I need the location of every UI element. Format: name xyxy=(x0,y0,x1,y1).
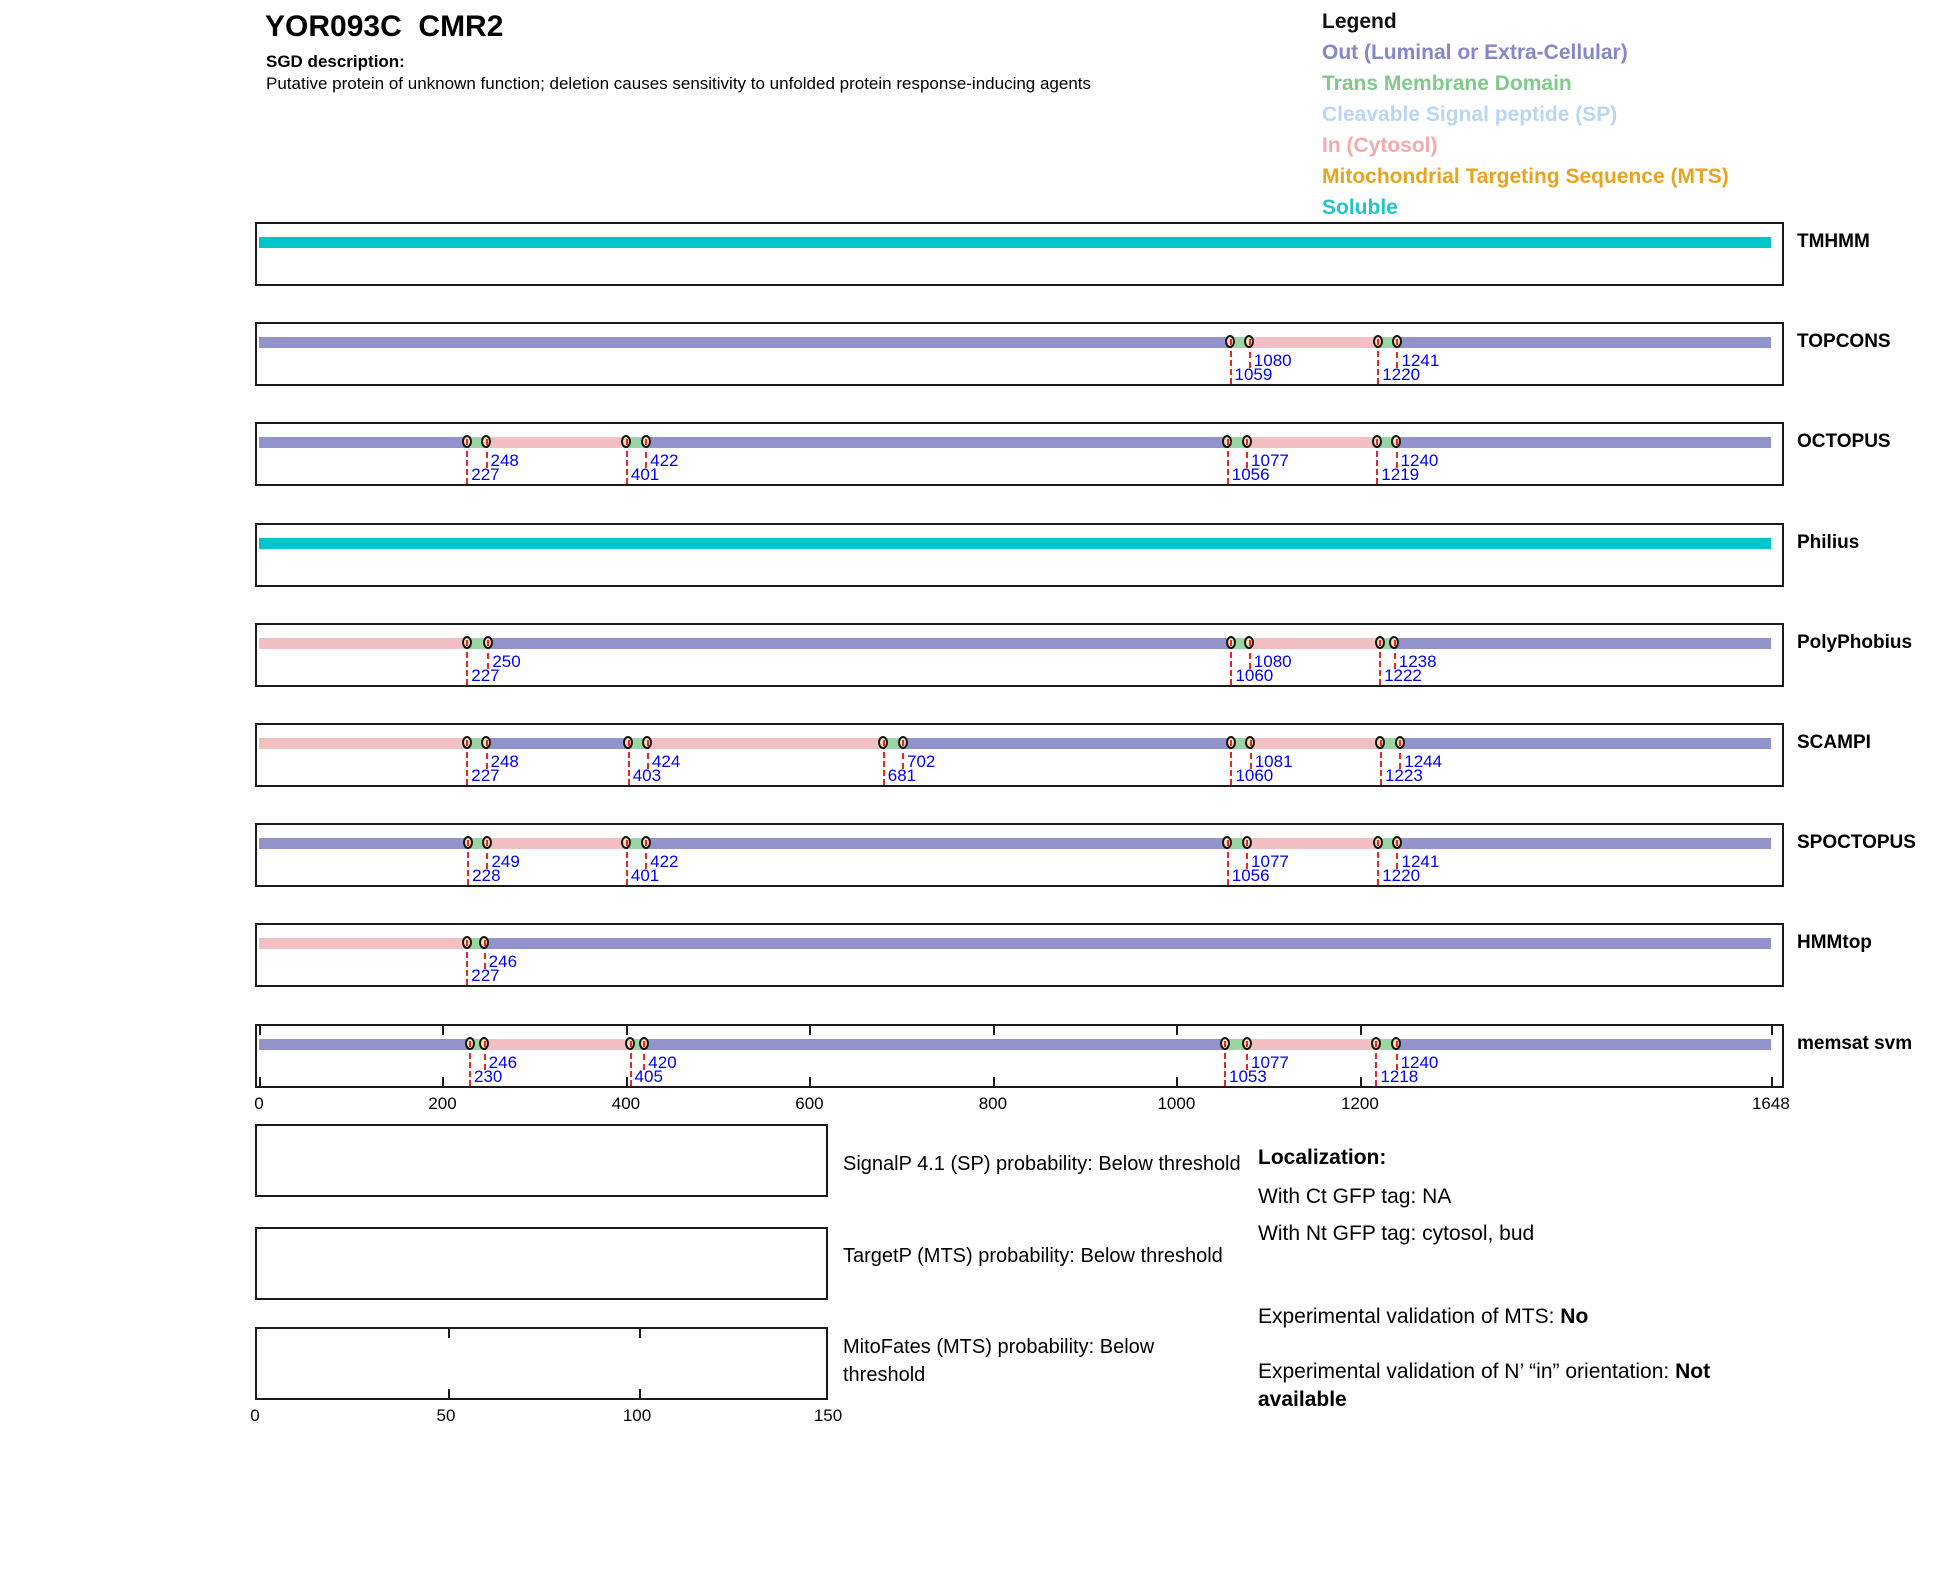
axis-tick xyxy=(1771,1026,1773,1035)
tm-end-number: 424 xyxy=(651,752,681,771)
track-row-topcons xyxy=(255,322,1950,386)
tm-start-number: 227 xyxy=(471,966,500,986)
tm-dash-line xyxy=(1227,843,1229,885)
probability-plot-label-2: TargetP (MTS) probability: Below threshold xyxy=(843,1245,1223,1267)
tm-start-number: 681 xyxy=(887,766,917,785)
segment-out xyxy=(485,938,1771,949)
tm-end-number: 248 xyxy=(490,451,519,471)
segment-soluble xyxy=(259,538,1771,549)
probability-plot-label-3: MitoFates (MTS) probability: Below threshold xyxy=(843,1336,1155,1386)
segment-out xyxy=(1397,838,1770,849)
tm-end-number: 248 xyxy=(490,752,519,771)
tm-circle-tick xyxy=(466,640,468,646)
tm-dash-line xyxy=(626,442,628,484)
axis-tick xyxy=(1176,1026,1178,1035)
segment-out xyxy=(259,337,1231,348)
tm-dash-line xyxy=(626,843,628,885)
tm-end-number: 1077 xyxy=(1251,1052,1289,1072)
segment-out xyxy=(259,1039,470,1050)
track-row-philius xyxy=(255,523,1950,587)
segment-out xyxy=(644,1039,1225,1050)
tm-circle-tick xyxy=(1396,1041,1398,1047)
track-label-scampi: SCAMPI xyxy=(1797,732,1871,753)
axis-tick xyxy=(442,1026,444,1035)
segment-in xyxy=(487,437,627,448)
track-box-tmhmm xyxy=(255,222,1784,286)
tm-circle-tick xyxy=(902,740,904,746)
tm-end-number: 1240 xyxy=(1400,451,1439,471)
tm-dash-line xyxy=(1379,643,1381,685)
segment-in xyxy=(259,738,467,749)
legend xyxy=(1322,6,1729,223)
axis-tick-label: 800 xyxy=(978,1094,1008,1113)
tm-end-number: 246 xyxy=(488,1052,518,1072)
tm-circle-tick xyxy=(467,840,469,846)
tm-dash-line xyxy=(469,1044,471,1086)
tm-end-number: 702 xyxy=(907,752,936,771)
track-label-philius: Philius xyxy=(1797,531,1860,553)
tm-start-number: 1223 xyxy=(1384,766,1423,785)
legend-item-sp: Cleavable Signal peptide (SP) xyxy=(1322,103,1618,126)
axis-tick-label: 50 xyxy=(436,1406,456,1425)
localization-nt-gfp: With Nt GFP tag: cytosol, bud xyxy=(1258,1222,1535,1245)
axis-tick xyxy=(1771,1077,1773,1086)
tm-start-number: 1219 xyxy=(1381,465,1420,485)
tm-circle-tick xyxy=(487,640,489,646)
tm-start-number: 405 xyxy=(634,1066,663,1086)
segment-out xyxy=(903,738,1231,749)
tm-start-number: 1220 xyxy=(1382,365,1421,385)
tm-start-number: 1060 xyxy=(1235,766,1274,785)
localization-orientation-validation xyxy=(1258,1358,1763,1414)
page-title: YOR093C CMR2 xyxy=(265,10,504,43)
track-row-octopus xyxy=(255,422,1950,486)
tm-dash-line xyxy=(1227,442,1229,484)
tm-start-number: 1056 xyxy=(1231,465,1270,485)
tm-circle-tick xyxy=(1246,439,1248,445)
tm-dash-line xyxy=(466,943,468,985)
tm-start-number: 401 xyxy=(630,465,660,485)
tm-dash-line xyxy=(1376,442,1378,484)
tm-circle-tick xyxy=(1396,339,1398,345)
tm-start-number: 1059 xyxy=(1234,365,1273,385)
segment-out xyxy=(646,437,1228,448)
legend-item-out: Out (Luminal or Extra-Cellular) xyxy=(1322,41,1628,64)
segment-in xyxy=(1247,1039,1376,1050)
tm-circle-tick xyxy=(484,940,486,946)
axis-tick-label: 150 xyxy=(813,1406,843,1425)
mts-validation-value: No xyxy=(1560,1305,1589,1328)
tm-circle-tick xyxy=(1376,439,1378,445)
axis-tick xyxy=(626,1026,628,1035)
legend-items xyxy=(1322,37,1729,223)
axis-tick-label: 0 xyxy=(250,1406,260,1425)
tm-end-number: 1080 xyxy=(1253,651,1292,671)
tm-circle-tick xyxy=(1377,840,1379,846)
tm-dash-line xyxy=(628,743,630,785)
tm-end-number: 246 xyxy=(488,952,518,972)
segment-out xyxy=(259,437,467,448)
tm-circle-tick xyxy=(1227,840,1229,846)
tm-circle-tick xyxy=(630,1041,632,1047)
tm-dash-line xyxy=(466,442,468,484)
tm-start-number: 1222 xyxy=(1384,665,1422,685)
tm-circle-tick xyxy=(1396,439,1398,445)
segment-in xyxy=(1251,738,1381,749)
tm-start-number: 228 xyxy=(472,866,501,886)
tm-circle-tick xyxy=(628,740,630,746)
tm-end-number: 1244 xyxy=(1404,752,1443,771)
track-box-topcons xyxy=(255,322,1784,386)
tm-dash-line xyxy=(630,1044,632,1086)
tm-circle-tick xyxy=(1399,740,1401,746)
segment-in xyxy=(259,638,467,649)
orientation-validation-value: Not available xyxy=(1258,1360,1711,1411)
tm-start-number: 403 xyxy=(632,766,662,785)
track-row-scampi xyxy=(255,723,1950,787)
axis-tick xyxy=(626,1077,628,1086)
tm-circle-tick xyxy=(645,840,647,846)
axis-tick xyxy=(1360,1077,1362,1086)
tm-circle-tick xyxy=(1230,740,1232,746)
legend-title: Legend xyxy=(1322,10,1397,33)
axis-tick xyxy=(639,1329,641,1338)
tm-dash-line xyxy=(1230,643,1232,685)
localization-mts-validation xyxy=(1258,1303,1588,1331)
segment-out xyxy=(488,638,1231,649)
segment-out xyxy=(487,738,629,749)
track-label-spoctopus: SPOCTOPUS xyxy=(1797,832,1916,854)
track-row-tmhmm xyxy=(255,222,1950,286)
tm-dash-line xyxy=(1380,743,1382,785)
tm-circle-tick xyxy=(486,840,488,846)
legend-item-soluble: Soluble xyxy=(1322,196,1398,219)
tm-end-number: 1077 xyxy=(1251,451,1289,471)
tm-end-number: 249 xyxy=(491,852,520,872)
tm-dash-line xyxy=(1230,342,1232,384)
tm-circle-tick xyxy=(1227,439,1229,445)
segment-in xyxy=(1250,337,1378,348)
orientation-validation-label: Experimental validation of N’ “in” orientation: xyxy=(1258,1360,1676,1383)
tm-start-number: 227 xyxy=(471,465,500,485)
tm-circle-tick xyxy=(1377,339,1379,345)
axis-tick-label: 1200 xyxy=(1340,1094,1379,1113)
tm-start-number: 1056 xyxy=(1231,866,1270,886)
tm-end-number: 1081 xyxy=(1254,752,1293,771)
tm-end-number: 1241 xyxy=(1401,351,1440,371)
tm-circle-tick xyxy=(883,740,885,746)
segment-in xyxy=(1247,838,1378,849)
sgd-description-text: Putative protein of unknown function; deletion causes sensitivity to unfolded protein response-inducing agents xyxy=(266,74,1092,93)
segment-in xyxy=(1247,437,1377,448)
tm-circle-tick xyxy=(1394,640,1396,646)
tm-circle-tick xyxy=(1230,339,1232,345)
track-label-octopus: OCTOPUS xyxy=(1797,431,1891,453)
segment-out xyxy=(1400,738,1771,749)
track-row-spoctopus xyxy=(255,823,1950,887)
tm-end-number: 1238 xyxy=(1398,651,1437,671)
axis-tick xyxy=(993,1026,995,1035)
localization-ct-gfp: With Ct GFP tag: NA xyxy=(1258,1185,1452,1208)
tm-circle-tick xyxy=(486,740,488,746)
tm-dash-line xyxy=(1375,1044,1377,1086)
tm-circle-tick xyxy=(647,740,649,746)
tm-end-number: 250 xyxy=(492,651,521,671)
track-box-philius xyxy=(255,523,1784,587)
segment-in xyxy=(1250,638,1380,649)
axis-tick xyxy=(442,1077,444,1086)
tm-dash-line xyxy=(883,743,885,785)
tm-dash-line xyxy=(1230,743,1232,785)
localization-title: Localization: xyxy=(1258,1146,1387,1169)
track-label-memsat-svm: memsat svm xyxy=(1797,1032,1913,1054)
track-row-polyphobius xyxy=(255,623,1950,687)
segment-out xyxy=(1397,437,1771,448)
mts-validation-label: Experimental validation of MTS: xyxy=(1258,1305,1561,1328)
segment-in xyxy=(487,838,626,849)
axis-tick-label: 600 xyxy=(795,1094,824,1113)
segment-out xyxy=(1397,337,1770,348)
tm-dash-line xyxy=(467,843,469,885)
segment-in xyxy=(485,1039,631,1050)
tm-circle-tick xyxy=(466,940,468,946)
tm-circle-tick xyxy=(1396,840,1398,846)
tm-circle-tick xyxy=(1380,740,1382,746)
axis-tick xyxy=(809,1077,811,1086)
axis-tick-label: 200 xyxy=(428,1094,457,1113)
tm-end-number: 1077 xyxy=(1251,852,1289,872)
axis-tick xyxy=(448,1329,450,1338)
segment-in xyxy=(648,738,884,749)
tm-start-number: 1060 xyxy=(1235,665,1274,685)
segment-out xyxy=(1397,1039,1771,1050)
sgd-description-label: SGD description: xyxy=(266,52,405,71)
probability-plot-box-3 xyxy=(255,1327,828,1400)
tm-circle-tick xyxy=(1249,339,1251,345)
tm-circle-tick xyxy=(1249,640,1251,646)
axis-tick-label: 1648 xyxy=(1751,1094,1790,1113)
segment-in xyxy=(259,938,467,949)
tm-circle-tick xyxy=(626,840,628,846)
axis-tick xyxy=(993,1077,995,1086)
tm-circle-tick xyxy=(643,1041,645,1047)
tm-end-number: 1241 xyxy=(1401,852,1440,872)
segment-out xyxy=(259,838,468,849)
axis-tick xyxy=(259,1077,261,1086)
tm-dash-line xyxy=(466,743,468,785)
tm-start-number: 230 xyxy=(474,1066,503,1086)
axis-tick-label: 400 xyxy=(611,1094,641,1113)
tm-start-number: 401 xyxy=(630,866,660,886)
tm-end-number: 1240 xyxy=(1400,1052,1439,1072)
axis-tick xyxy=(448,1389,450,1398)
segment-out xyxy=(646,838,1228,849)
tm-circle-tick xyxy=(466,740,468,746)
tm-dash-line xyxy=(466,643,468,685)
axis-tick-label: 0 xyxy=(254,1094,264,1113)
tm-circle-tick xyxy=(484,1041,486,1047)
tm-circle-tick xyxy=(1224,1041,1226,1047)
probability-plot-box-1 xyxy=(255,1124,828,1197)
axis-tick-label: 100 xyxy=(622,1406,652,1425)
tm-start-number: 227 xyxy=(471,766,500,785)
track-row-hmmtop xyxy=(255,923,1950,987)
tm-end-number: 1080 xyxy=(1253,351,1292,371)
tm-circle-tick xyxy=(1379,640,1381,646)
tm-dash-line xyxy=(1224,1044,1226,1086)
tm-start-number: 1053 xyxy=(1229,1066,1267,1086)
tm-circle-tick xyxy=(1246,1041,1248,1047)
legend-item-tm: Trans Membrane Domain xyxy=(1322,72,1572,95)
axis-tick xyxy=(809,1026,811,1035)
axis-tick xyxy=(639,1389,641,1398)
tm-end-number: 422 xyxy=(650,852,679,872)
tm-start-number: 1218 xyxy=(1380,1066,1419,1086)
legend-item-in: In (Cytosol) xyxy=(1322,134,1438,157)
legend-item-mts: Mitochondrial Targeting Sequence (MTS) xyxy=(1322,165,1729,188)
tm-end-number: 420 xyxy=(648,1052,677,1072)
axis-tick xyxy=(1176,1077,1178,1086)
tm-circle-tick xyxy=(486,439,488,445)
axis-tick xyxy=(1360,1026,1362,1035)
tm-circle-tick xyxy=(1250,740,1252,746)
tm-circle-tick xyxy=(645,439,647,445)
tm-circle-tick xyxy=(626,439,628,445)
tm-dash-line xyxy=(1377,843,1379,885)
segment-out xyxy=(1395,638,1771,649)
axis-tick-label: 1000 xyxy=(1157,1094,1196,1113)
tm-start-number: 227 xyxy=(471,665,500,685)
tm-dash-line xyxy=(1377,342,1379,384)
tm-circle-tick xyxy=(1230,640,1232,646)
track-label-polyphobius: PolyPhobius xyxy=(1797,631,1913,653)
axis-tick xyxy=(259,1026,261,1035)
tm-circle-tick xyxy=(1375,1041,1377,1047)
probability-plot-label-1: SignalP 4.1 (SP) probability: Below threshold xyxy=(843,1153,1241,1175)
track-label-hmmtop: HMMtop xyxy=(1797,932,1872,954)
tm-end-number: 422 xyxy=(650,451,679,471)
track-label-topcons: TOPCONS xyxy=(1797,331,1891,353)
tm-circle-tick xyxy=(469,1041,471,1047)
track-row-memsat-svm xyxy=(255,1024,1950,1088)
tm-circle-tick xyxy=(466,439,468,445)
tm-start-number: 1220 xyxy=(1382,866,1421,886)
probability-plot-box-2 xyxy=(255,1227,828,1300)
track-label-tmhmm: TMHMM xyxy=(1797,231,1870,252)
tm-circle-tick xyxy=(1246,840,1248,846)
segment-soluble xyxy=(259,237,1771,248)
